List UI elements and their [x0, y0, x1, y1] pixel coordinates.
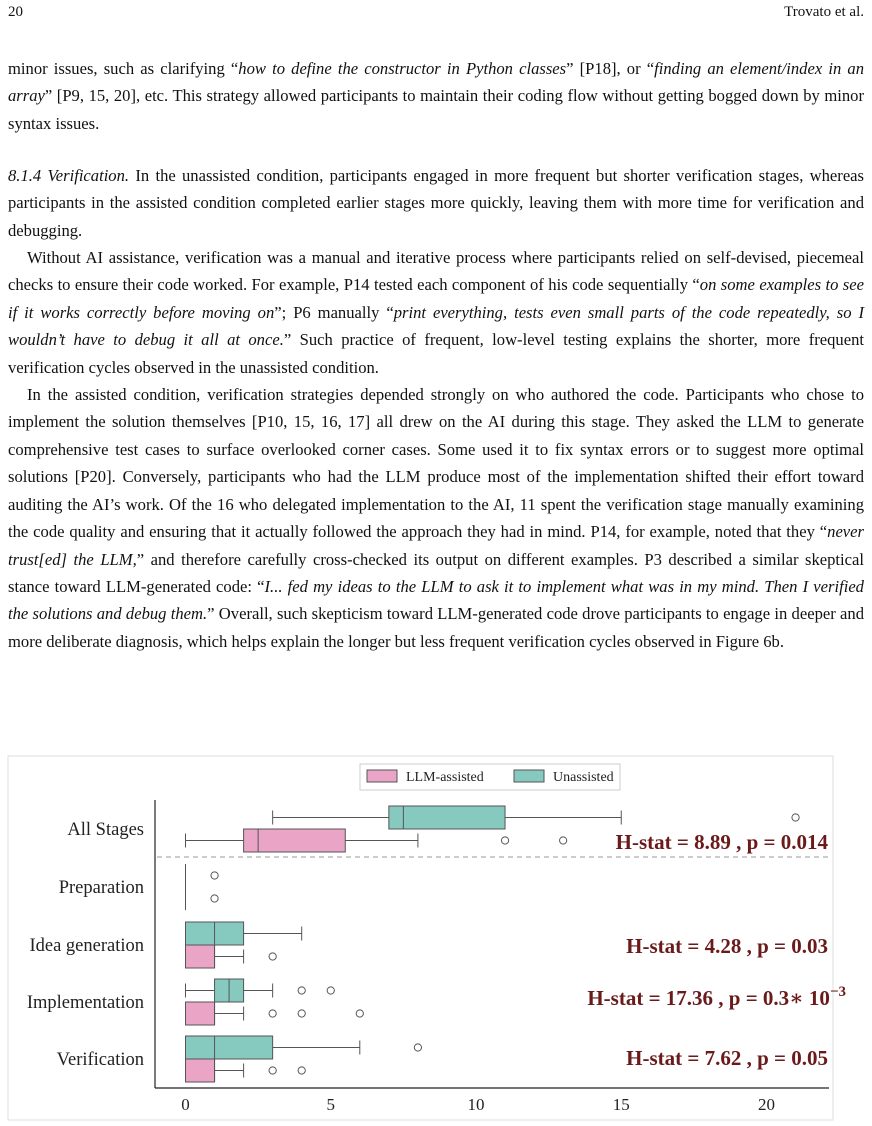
llm-assisted-0-outlier: [560, 837, 567, 844]
unassisted-3-outlier: [327, 987, 334, 994]
category-label: Idea generation: [29, 936, 144, 956]
x-tick-label-10: 10: [467, 1095, 485, 1114]
llm-assisted-2-outlier: [269, 953, 276, 960]
running-head: Trovato et al.: [784, 4, 864, 20]
unassisted-4-box: [186, 1036, 273, 1059]
stat-annotation-text: H-stat = 4.28 , p = 0.03: [626, 934, 828, 958]
llm-assisted-4-outlier: [298, 1067, 305, 1074]
legend-swatch-1: [514, 770, 544, 782]
llm-assisted-1-outlier: [211, 895, 218, 902]
llm-assisted-4-box: [186, 1059, 215, 1082]
boxplot-figure: [0, 752, 872, 1122]
stat-annotation-1: [626, 934, 828, 958]
x-tick-label-15: 15: [612, 1095, 630, 1114]
llm-assisted-3-outlier: [298, 1010, 305, 1017]
legend-label-0: LLM-assisted: [406, 770, 484, 785]
unassisted-1-outlier: [211, 872, 218, 879]
category-label: Verification: [56, 1050, 144, 1070]
x-tick-label-0: 0: [181, 1095, 190, 1114]
quote: never trust[ed] the LLM,: [8, 522, 864, 569]
stat-annotation-text: H-stat = 17.36 , p = 0.3∗ 10: [587, 986, 830, 1010]
llm-assisted-0-outlier: [501, 837, 508, 844]
category-label: Preparation: [58, 878, 144, 898]
page-number: 20: [8, 4, 23, 20]
unassisted-3-outlier: [298, 987, 305, 994]
quote: finding an element/index in an array: [8, 59, 864, 106]
body-text: [8, 55, 864, 655]
llm-assisted-0-box: [244, 829, 346, 852]
paragraph-1: minor issues, such as clarifying “how to define the constructor in Python classes” [P18], or “finding an element/index in an array” [P9, 15, 20], etc. This strategy allowed participants to maintain their coding flow without getting bogged down by minor syntax issues.: [8, 59, 864, 133]
category-label: Implementation: [26, 993, 144, 1013]
paragraph-unassisted: Without AI assistance, verification was a manual and iterative process where participants relied on self-devised, piecemeal checks to ensure their code worked. For example, P14 tested each component of his code sequentially “on some examples to see if it works correctly before moving on”; P6 manually “print everything, tests even small parts of the code repeatedly, so I wouldn’t have to debug it all at once.” Such practice of frequent, low-level testing explains the shorter, more frequent verification cycles observed in the unassisted condition.: [8, 248, 864, 377]
quote: on some examples to see if it works correctly before moving on: [8, 275, 864, 322]
category-label: All Stages: [67, 820, 144, 840]
stat-annotation-text: H-stat = 7.62 , p = 0.05: [626, 1046, 828, 1070]
x-tick-label-20: 20: [758, 1095, 775, 1114]
paragraph-verification: 8.1.4 Verification. In the unassisted condition, participants engaged in more frequent but shorter verification stages, whereas participants in the assisted condition completed earlier stages more quickly, leaving them with more time for verification and debugging.: [8, 165, 865, 240]
paragraph-assisted: In the assisted condition, verification strategies depended strongly on who authored the code. Participants who chose to implement the solution themselves [P10, 15, 16, 17] all drew on the AI during this stage. They asked the LLM to generate comprehensive test cases to surface overlooked corner cases. Some used it to fix syntax errors or to suggest more optimal solutions [P20]. Conversely, participants who had the LLM produce most of the implementation shifted their effort toward auditing the AI’s work. Of the 16 who delegated implementation to the AI, 11 spent the verification stage manually examining the code quality and ensuring that it actually followed the approach they had in mind. P14, for example, noted that they “never trust[ed] the LLM,” and therefore carefully cross-checked its output on different examples. P3 described a similar skeptical stance toward LLM-generated code: “I... fed my ideas to the LLM to ask it to implement what was in my mind. Then I verified the solutions and debug them.” Overall, such skepticism toward LLM-generated code drove participants to engage in deeper and more deliberate diagnosis, which helps explain the longer but less frequent verification cycles observed in Figure 6b.: [8, 385, 864, 651]
unassisted-0-box: [389, 806, 505, 829]
stat-annotation-3: [626, 1046, 828, 1070]
stat-annotation-text: H-stat = 8.89 , p = 0.014: [615, 830, 828, 854]
unassisted-0-outlier: [792, 814, 799, 821]
quote: I... fed my ideas to the LLM to ask it to implement what was in my mind. Then I verified the solutions and debug them.: [8, 576, 864, 624]
llm-assisted-3-box: [186, 1002, 215, 1025]
stat-annotation-superscript: −3: [829, 984, 846, 1000]
unassisted-4-outlier: [414, 1044, 421, 1051]
quote: how to define the constructor in Python classes: [238, 59, 567, 78]
legend-swatch-0: [367, 770, 397, 782]
x-tick-label-5: 5: [326, 1095, 335, 1114]
legend-label-1: Unassisted: [553, 770, 614, 785]
llm-assisted-2-box: [186, 945, 215, 968]
llm-assisted-3-outlier: [269, 1010, 276, 1017]
boxplot-chart: [0, 752, 872, 1122]
page-header: [8, 4, 864, 24]
stat-annotation-0: [616, 830, 829, 854]
llm-assisted-4-outlier: [269, 1067, 276, 1074]
section-heading: 8.1.4 Verification.: [8, 165, 130, 185]
quote: print everything, tests even small parts of the code repeatedly, so I wouldn’t have to debug it all at once.: [8, 302, 864, 350]
llm-assisted-3-outlier: [356, 1010, 363, 1017]
stat-annotation-2: [587, 984, 846, 1010]
